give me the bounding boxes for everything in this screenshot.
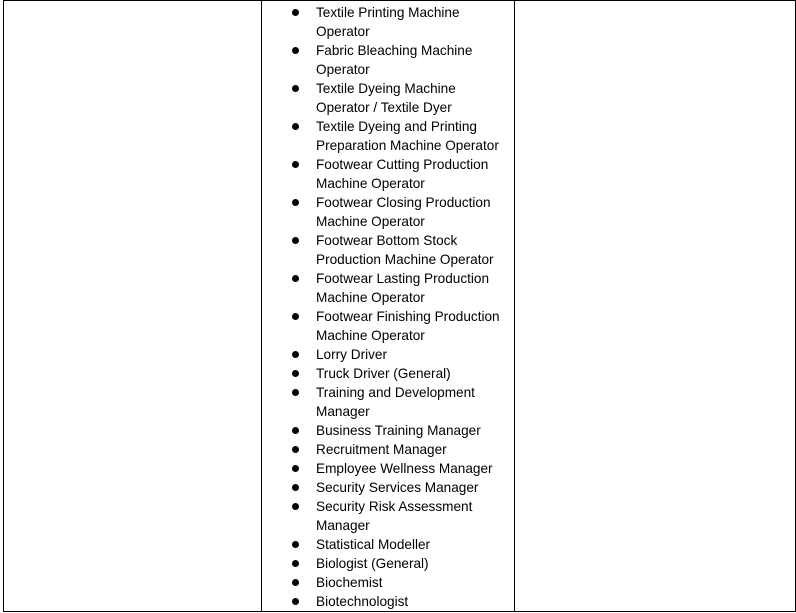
list-item (262, 269, 514, 307)
list-item-label: Business Training Manager (316, 423, 481, 438)
bullet-icon (292, 598, 299, 605)
list-item-label: Training and Development Manager (316, 385, 475, 419)
list-item-label: Biotechnologist (316, 594, 409, 609)
list-item-label: Recruitment Manager (316, 442, 447, 457)
bullet-icon (292, 161, 299, 168)
list-item (262, 231, 514, 269)
bullet-icon (292, 199, 299, 206)
list-item (262, 383, 514, 421)
list-item (262, 497, 514, 535)
list-item (262, 478, 514, 497)
bullet-icon (292, 275, 299, 282)
list-item-label: Security Services Manager (316, 480, 479, 495)
list-item-label: Biologist (General) (316, 556, 429, 571)
middle-cell (262, 1, 515, 612)
list-item (262, 345, 514, 364)
list-item-label: Statistical Modeller (316, 537, 431, 552)
bullet-icon (292, 389, 299, 396)
list-item (262, 41, 514, 79)
list-item-label: Textile Dyeing Machine Operator / Textile Dyer (316, 81, 456, 115)
list-item-label: Truck Driver (General) (316, 366, 451, 381)
bullet-icon (292, 237, 299, 244)
bullet-icon (292, 579, 299, 586)
list-item-label: Footwear Bottom Stock Production Machine Operator (316, 233, 494, 267)
occupation-list (262, 1, 514, 611)
list-item (262, 573, 514, 592)
bullet-icon (292, 123, 299, 130)
bullet-icon (292, 351, 299, 358)
bullet-icon (292, 446, 299, 453)
table-row (4, 1, 796, 612)
bullet-icon (292, 465, 299, 472)
bullet-icon (292, 541, 299, 548)
bullet-icon (292, 85, 299, 92)
list-item-label: Footwear Cutting Production Machine Operator (316, 157, 489, 191)
list-item-label: Footwear Lasting Production Machine Operator (316, 271, 490, 305)
bullet-icon (292, 47, 299, 54)
bullet-icon (292, 560, 299, 567)
list-item-label: Textile Dyeing and Printing Preparation Machine Operator (316, 119, 499, 153)
list-item (262, 364, 514, 383)
list-item (262, 79, 514, 117)
left-cell (4, 1, 262, 612)
list-item (262, 459, 514, 478)
bullet-icon (292, 503, 299, 510)
list-item (262, 554, 514, 573)
bullet-icon (292, 9, 299, 16)
bullet-icon (292, 370, 299, 377)
list-item (262, 592, 514, 611)
list-item (262, 307, 514, 345)
list-item (262, 440, 514, 459)
bullet-icon (292, 484, 299, 491)
list-item-label: Biochemist (316, 575, 383, 590)
list-item-label: Footwear Closing Production Machine Operator (316, 195, 491, 229)
list-item-label: Security Risk Assessment Manager (316, 499, 473, 533)
list-item (262, 155, 514, 193)
list-item (262, 193, 514, 231)
occupation-table (3, 0, 796, 612)
right-cell (515, 1, 796, 612)
list-item (262, 3, 514, 41)
bullet-icon (292, 427, 299, 434)
list-item-label: Lorry Driver (316, 347, 387, 362)
list-item-label: Employee Wellness Manager (316, 461, 493, 476)
list-item (262, 535, 514, 554)
list-item (262, 421, 514, 440)
list-item-label: Textile Printing Machine Operator (316, 5, 460, 39)
bullet-icon (292, 313, 299, 320)
list-item-label: Fabric Bleaching Machine Operator (316, 43, 473, 77)
list-item-label: Footwear Finishing Production Machine Operator (316, 309, 500, 343)
list-item (262, 117, 514, 155)
